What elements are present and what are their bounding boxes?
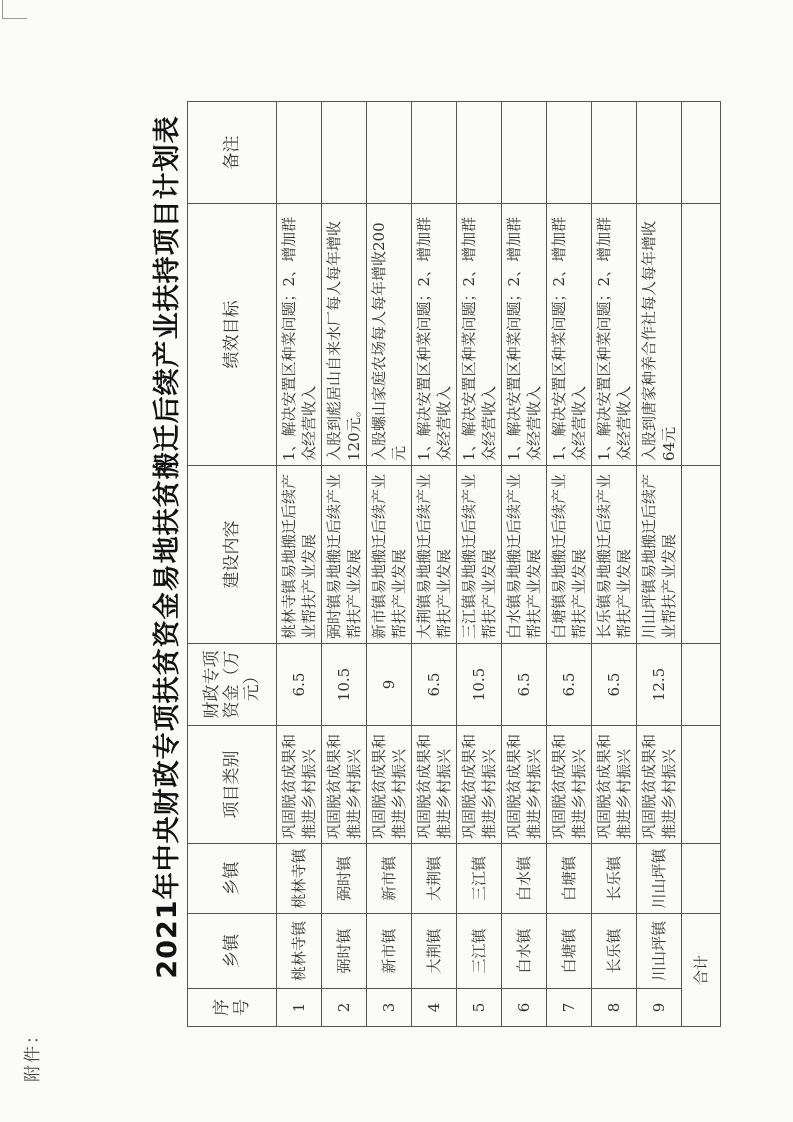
cell-index: 4 [412,989,457,1027]
cell-content: 白水镇易地搬迁后续产业帮扶产业发展 [502,466,547,644]
cell-town-2: 弼时镇 [322,844,367,914]
cell-town-2: 桃林寺镇 [277,844,322,914]
table-row [637,102,682,1027]
cell-funds: 6.5 [412,644,457,726]
cell-index: 8 [592,989,637,1027]
total-label: 合计 [682,914,721,1027]
total-cell [682,102,721,204]
cell-remark [277,102,322,204]
cell-funds: 10.5 [457,644,502,726]
cell-content: 长乐镇易地搬迁后续产业帮扶产业发展 [592,466,637,644]
cell-category: 巩固脱贫成果和推进乡村振兴 [592,726,637,844]
cell-category: 巩固脱贫成果和推进乡村振兴 [457,726,502,844]
table-row [592,102,637,1027]
header-town-1: 乡镇 [188,914,277,989]
total-row [682,102,721,1027]
table-row [412,102,457,1027]
cell-town-2: 白水镇 [502,844,547,914]
project-plan-table [187,101,721,1027]
cell-remark [367,102,412,204]
cell-goal: 1、解决安置区种菜问题；2、增加群众经营收入 [457,204,502,466]
cell-funds: 10.5 [322,644,367,726]
cell-remark [547,102,592,204]
cell-goal: 入股到唐家种养合作社每人每年增收64元 [637,204,682,466]
cell-funds: 6.5 [277,644,322,726]
cell-town-2: 大荆镇 [412,844,457,914]
cell-category: 巩固脱贫成果和推进乡村振兴 [412,726,457,844]
cell-town-1: 长乐镇 [592,914,637,989]
cell-town-1: 白水镇 [502,914,547,989]
cell-index: 9 [637,989,682,1027]
cell-town-2: 川山坪镇 [637,844,682,914]
attachment-label: 附件： [23,1025,43,1082]
cell-town-1: 三江镇 [457,914,502,989]
cell-goal: 1、解决安置区种菜问题；2、增加群众经营收入 [592,204,637,466]
table-row [457,102,502,1027]
header-category: 项目类别 [188,726,277,844]
total-cell [682,204,721,466]
cell-content: 新市镇易地搬迁后续产业帮扶产业发展 [367,466,412,644]
cell-content: 弼时镇易地搬迁后续产业帮扶产业发展 [322,466,367,644]
cell-funds: 6.5 [592,644,637,726]
cell-category: 巩固脱贫成果和推进乡村振兴 [277,726,322,844]
table-row [547,102,592,1027]
total-cell [682,466,721,644]
cell-remark [502,102,547,204]
cell-funds: 9 [367,644,412,726]
total-cell [682,644,721,726]
cell-town-1: 桃林寺镇 [277,914,322,989]
cell-content: 川山坪镇易地搬迁后续产业帮扶产业发展 [637,466,682,644]
cell-goal: 1、解决安置区种菜问题；2、增加群众经营收入 [502,204,547,466]
total-cell [682,844,721,914]
cell-content: 白塘镇易地搬迁后续产业帮扶产业发展 [547,466,592,644]
cell-town-2: 新市镇 [367,844,412,914]
cell-index: 7 [547,989,592,1027]
cell-remark [322,102,367,204]
cell-content: 三江镇易地搬迁后续产业帮扶产业发展 [457,466,502,644]
page-title: 2021年中央财政专项扶贫资金易地扶贫搬迁后续产业扶持项目计划表 [152,115,183,979]
total-cell [682,726,721,844]
cell-town-1: 弼时镇 [322,914,367,989]
cell-category: 巩固脱贫成果和推进乡村振兴 [322,726,367,844]
cell-goal: 1、解决安置区种菜问题；2、增加群众经营收入 [277,204,322,466]
table-row [502,102,547,1027]
header-index: 序号 [188,989,277,1027]
cell-town-1: 川山坪镇 [637,914,682,989]
cell-remark [412,102,457,204]
cell-town-1: 大荆镇 [412,914,457,989]
cell-index: 5 [457,989,502,1027]
cell-index: 3 [367,989,412,1027]
cell-town-2: 长乐镇 [592,844,637,914]
table-row [367,102,412,1027]
cell-index: 2 [322,989,367,1027]
cell-town-1: 白塘镇 [547,914,592,989]
cell-category: 巩固脱贫成果和推进乡村振兴 [637,726,682,844]
header-goal: 绩效目标 [188,204,277,466]
header-row [188,102,277,1027]
cell-content: 桃林寺镇易地搬迁后续产业帮扶产业发展 [277,466,322,644]
cell-category: 巩固脱贫成果和推进乡村振兴 [502,726,547,844]
cell-goal: 1、解决安置区种菜问题；2、增加群众经营收入 [547,204,592,466]
header-content: 建设内容 [188,466,277,644]
cell-remark [592,102,637,204]
cell-funds: 6.5 [502,644,547,726]
header-funds: 财政专项资金（万元） [188,644,277,726]
header-town-2: 乡镇 [188,844,277,914]
cell-index: 6 [502,989,547,1027]
cell-funds: 6.5 [547,644,592,726]
cell-town-2: 三江镇 [457,844,502,914]
cell-remark [457,102,502,204]
cell-remark [637,102,682,204]
cell-goal: 入股到彪居山自来水厂每人每年增收120元。 [322,204,367,466]
cell-category: 巩固脱贫成果和推进乡村振兴 [547,726,592,844]
cell-funds: 12.5 [637,644,682,726]
table-row [322,102,367,1027]
cell-goal: 1、解决安置区种菜问题；2、增加群众经营收入 [412,204,457,466]
cell-category: 巩固脱贫成果和推进乡村振兴 [367,726,412,844]
cell-index: 1 [277,989,322,1027]
cell-town-1: 新市镇 [367,914,412,989]
cell-town-2: 白塘镇 [547,844,592,914]
header-remark: 备注 [188,102,277,204]
cell-content: 大荆镇易地搬迁后续产业帮扶产业发展 [412,466,457,644]
table-row [277,102,322,1027]
cell-goal: 入股螺山家庭农场每人每年增收200元 [367,204,412,466]
